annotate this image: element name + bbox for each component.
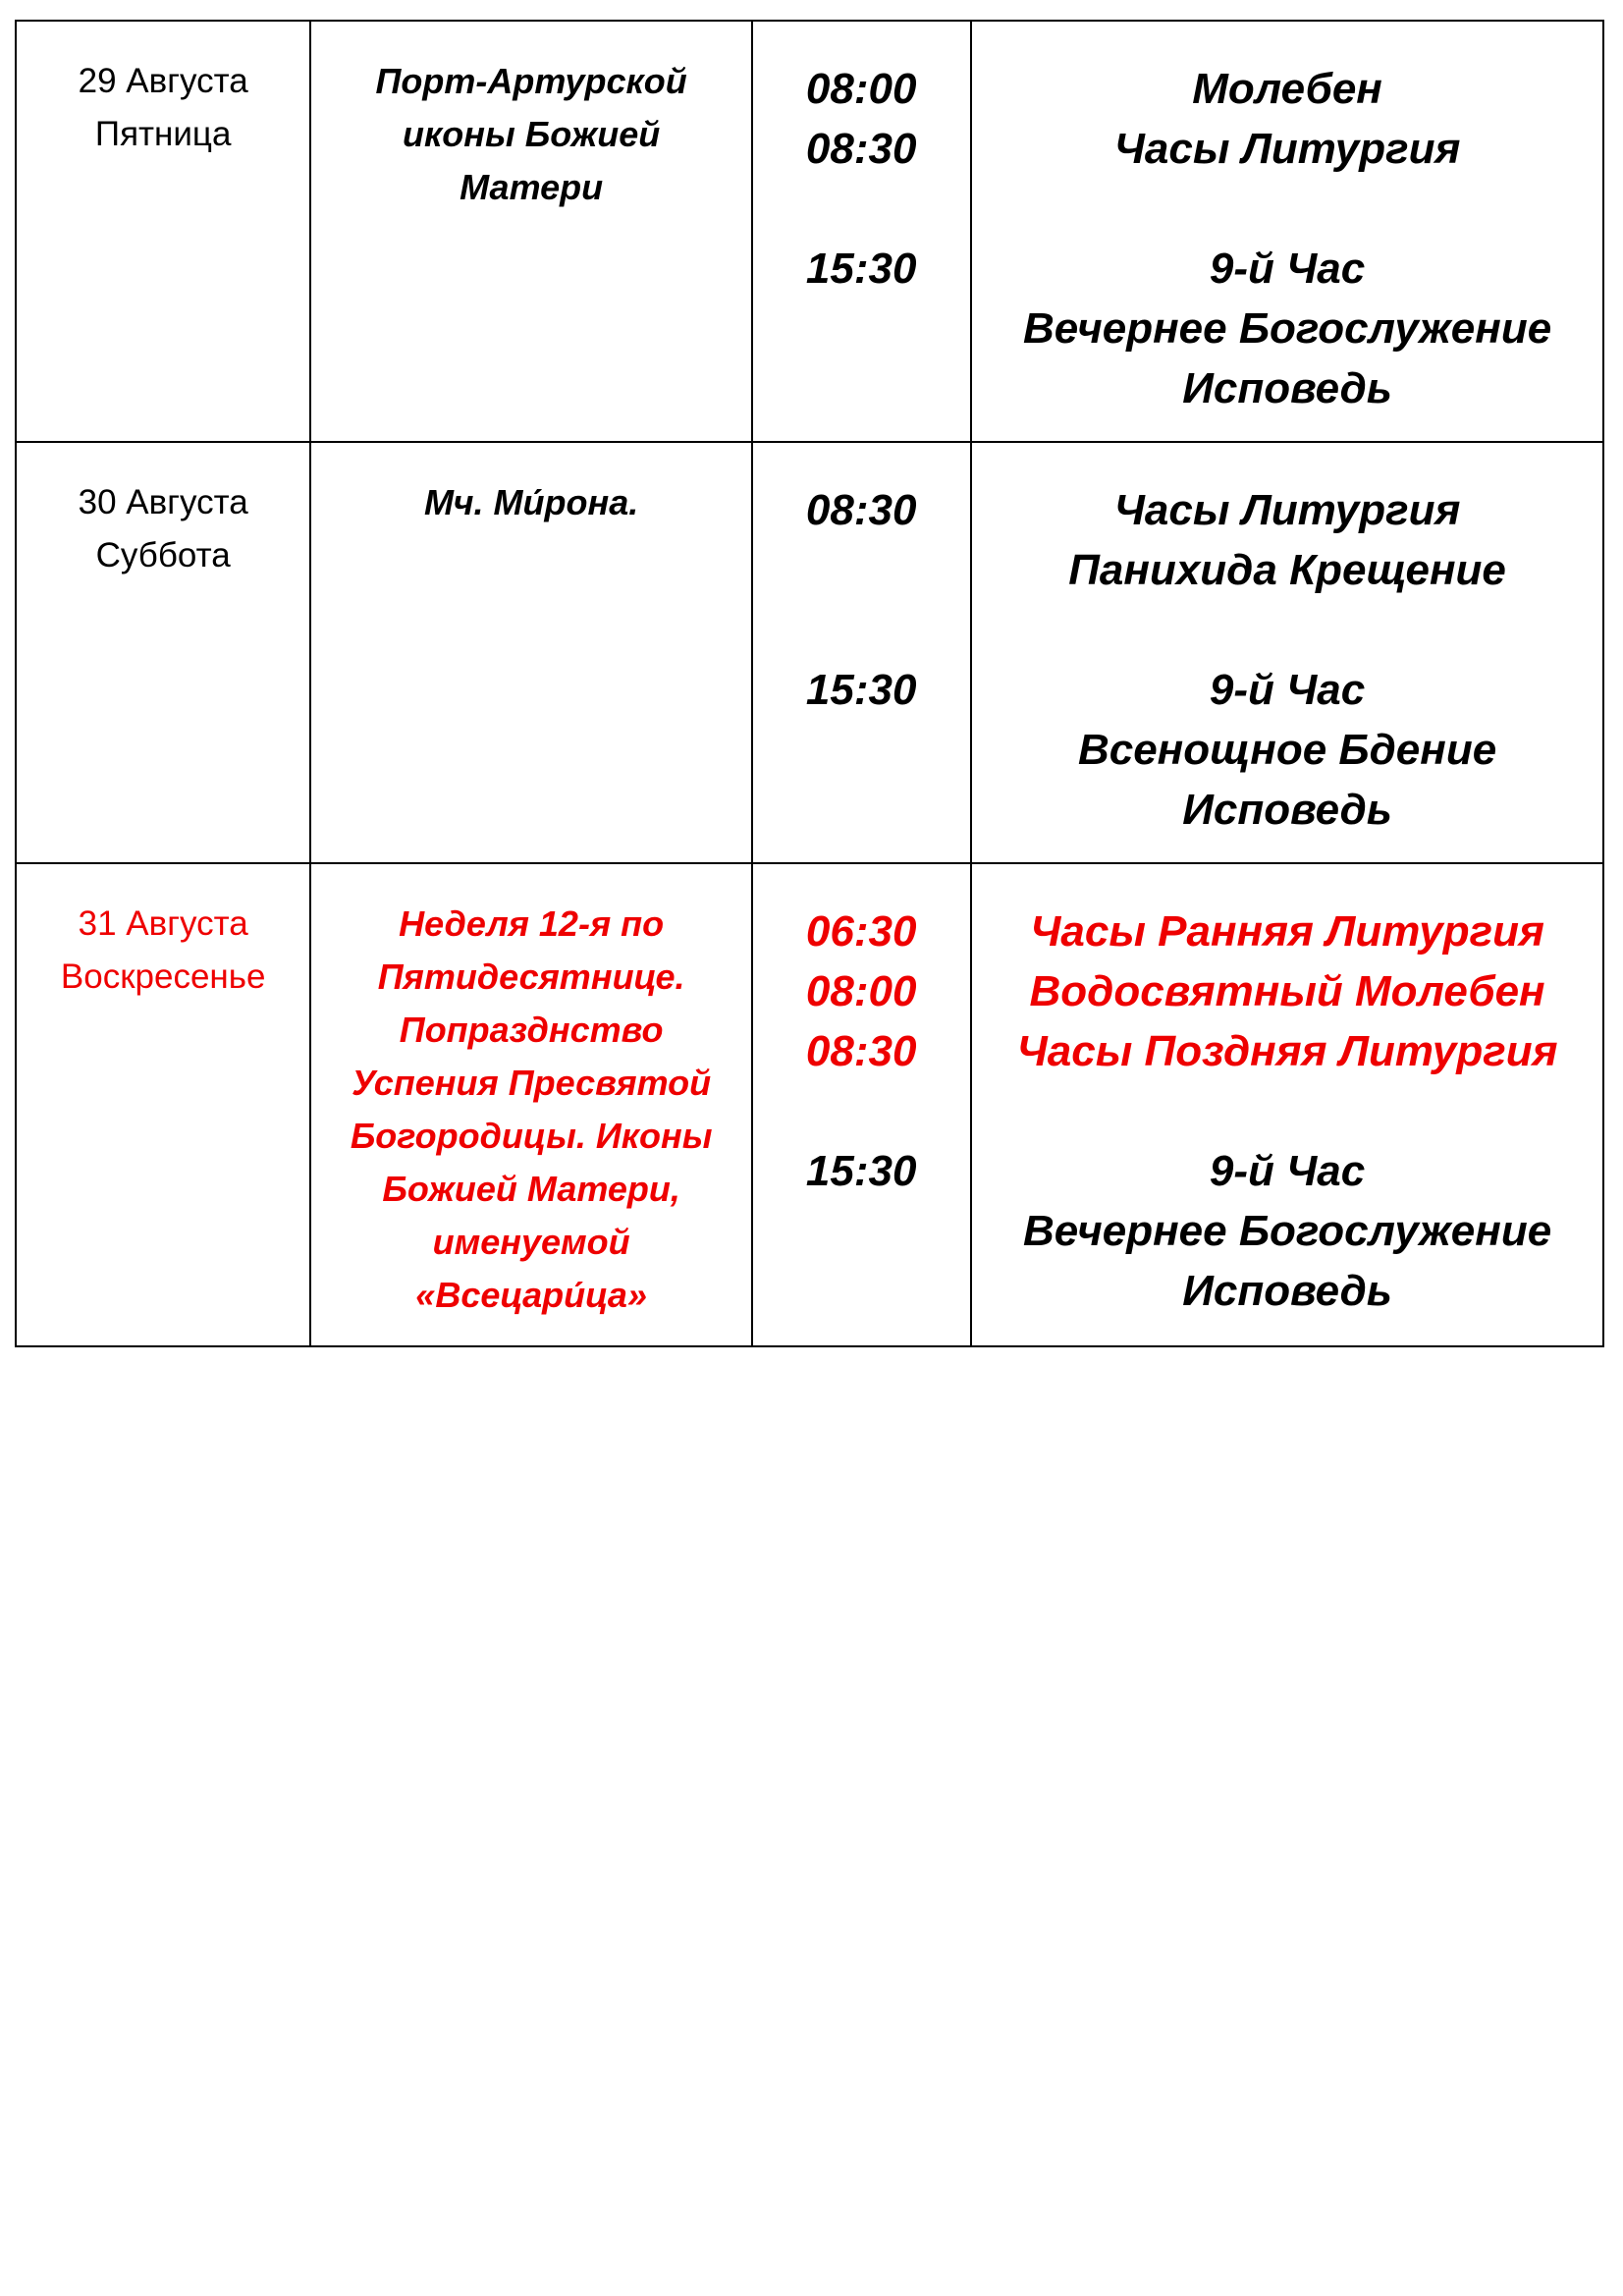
- feast-cell: [310, 863, 752, 1346]
- feast-line: Мч. Ми́рона.: [424, 482, 639, 522]
- service-name: 9-й Час: [1209, 245, 1366, 293]
- service-cell: [971, 21, 1603, 442]
- service-name: 9-й Час: [1209, 666, 1366, 714]
- date-cell: [16, 442, 310, 863]
- feast-line: Пятидесятнице.: [377, 957, 685, 997]
- service-name: Молебен: [1192, 65, 1382, 113]
- service-time: 08:30: [805, 125, 917, 173]
- service-name: Исповедь: [1182, 786, 1392, 834]
- service-schedule-table: [15, 20, 1604, 1347]
- weekday-label: Суббота: [95, 536, 231, 574]
- service-name: Часы Ранняя Литургия: [1030, 907, 1544, 956]
- service-time: 15:30: [805, 666, 917, 714]
- service-name: Водосвятный Молебен: [1029, 967, 1545, 1015]
- feast-line: «Всецари́ца»: [415, 1275, 647, 1315]
- service-time: 08:30: [805, 486, 917, 534]
- schedule-row-aug-30: [16, 442, 1603, 863]
- date-label: 29 Августа: [78, 62, 248, 100]
- feast-line: Попразднство: [399, 1010, 664, 1050]
- service-time: 06:30: [805, 907, 917, 956]
- schedule-row-aug-31: [16, 863, 1603, 1346]
- date-cell: [16, 863, 310, 1346]
- service-name: Часы Литургия: [1113, 125, 1461, 173]
- service-time: 15:30: [805, 1147, 917, 1195]
- feast-line: именуемой: [432, 1222, 630, 1262]
- date-cell: [16, 21, 310, 442]
- service-cell: [971, 863, 1603, 1346]
- feast-line: Неделя 12-я по: [399, 903, 665, 944]
- service-name: Исповедь: [1182, 364, 1392, 412]
- service-time: 15:30: [805, 245, 917, 293]
- feast-cell: [310, 21, 752, 442]
- feast-line: Богородицы. Иконы: [350, 1116, 713, 1156]
- service-name: Исповедь: [1182, 1267, 1392, 1315]
- service-name: Панихида Крещение: [1068, 546, 1506, 594]
- service-time: 08:00: [805, 65, 917, 113]
- weekday-label: Воскресенье: [60, 957, 266, 996]
- feast-line: иконы Божией: [403, 114, 661, 154]
- feast-line: Успения Пресвятой: [352, 1063, 712, 1103]
- time-cell: [752, 21, 971, 442]
- weekday-label: Пятница: [94, 115, 232, 153]
- service-name: Вечернее Богослужение: [1022, 1207, 1552, 1255]
- time-cell: [752, 442, 971, 863]
- service-time: 08:00: [805, 967, 917, 1015]
- service-name: Часы Поздняя Литургия: [1016, 1027, 1558, 1075]
- service-cell: [971, 442, 1603, 863]
- feast-line: Матери: [460, 167, 604, 207]
- service-name: Часы Литургия: [1113, 486, 1461, 534]
- time-cell: [752, 863, 971, 1346]
- service-name: Вечернее Богослужение: [1022, 304, 1552, 353]
- service-name: Всенощное Бдение: [1077, 726, 1497, 774]
- feast-line: Порт-Артурской: [375, 61, 687, 101]
- service-name: 9-й Час: [1209, 1147, 1366, 1195]
- schedule-row-aug-29: [16, 21, 1603, 442]
- date-label: 31 Августа: [78, 904, 248, 943]
- feast-line: Божией Матери,: [382, 1169, 680, 1209]
- feast-cell: [310, 442, 752, 863]
- date-label: 30 Августа: [78, 483, 248, 521]
- service-time: 08:30: [805, 1027, 917, 1075]
